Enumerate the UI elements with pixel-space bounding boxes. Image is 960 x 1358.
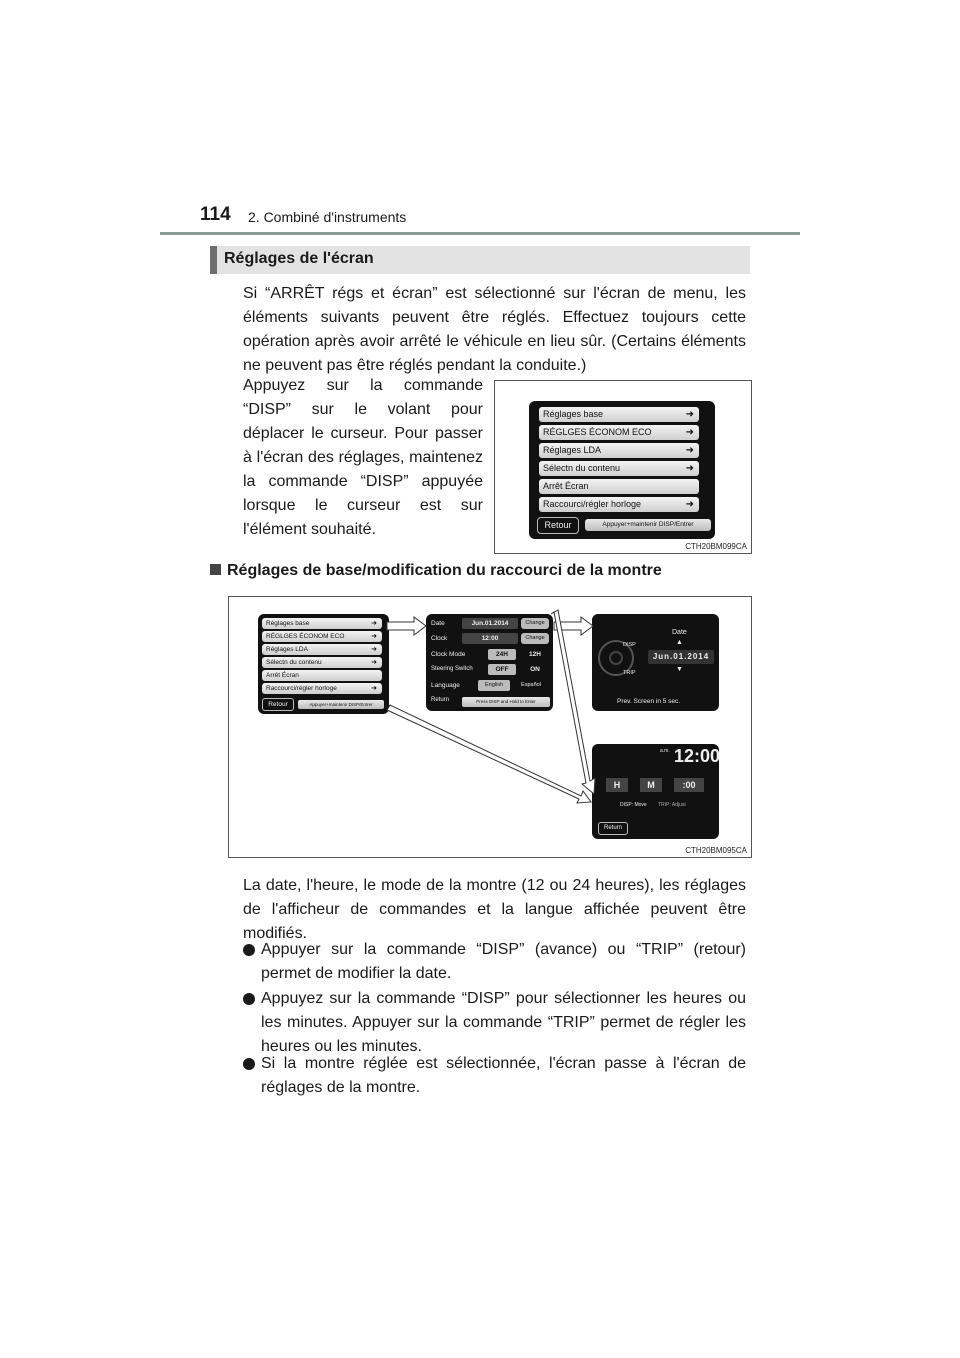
intro-paragraph: Si “ARRÊT régs et écran” est sélectionné sur l'écran de menu, les éléments suivants peuvent être réglés. Effectuez toujours cette opération après avoir arrêté le véhicule en lieu sûr. (Certains éléments ne peuvent pas être réglés pendant la conduite.) xyxy=(243,285,746,374)
bullet-text: Si la montre réglée est sélectionnée, l'écran passe à l'écran de réglages de la montre. xyxy=(261,1055,746,1096)
menu-item xyxy=(539,425,699,440)
settings-row-alt: ON xyxy=(530,666,540,673)
header-divider xyxy=(160,232,800,235)
menu-item-label: Raccourci/régler horloge xyxy=(266,685,337,692)
menu-item-label: Sélectn du contenu xyxy=(543,463,621,473)
arrow-right-icon: ➜ xyxy=(685,427,694,438)
figure-caption: CTH20BM095CA xyxy=(685,846,747,855)
arrow-right-icon: ➜ xyxy=(371,685,377,692)
return-button: Return xyxy=(431,697,450,703)
menu-screen-figure xyxy=(494,380,752,554)
hint-bar: Appuyer+maintenir DISP/Entrer xyxy=(585,519,711,531)
hour-field: H xyxy=(606,778,628,792)
clock-time: 12:00 xyxy=(674,746,721,766)
settings-row-value: English xyxy=(478,680,510,691)
menu-item xyxy=(539,497,699,512)
bullet-item xyxy=(243,1052,746,1100)
menu-item-label: Réglages LDA xyxy=(543,445,602,455)
seconds-field: :00 xyxy=(674,778,704,792)
settings-row-label: Steering Switch xyxy=(431,666,473,672)
description-paragraph: La date, l'heure, le mode de la montre (12 ou 24 heures), les réglages de l'afficheur de commandes et la langue affichée peuvent être modifiés. xyxy=(243,877,746,942)
arrow-right-icon: ➜ xyxy=(685,499,694,510)
bullet-item xyxy=(243,938,746,986)
settings-flow-figure xyxy=(228,596,752,858)
arrow-diagonal-icon xyxy=(387,705,591,803)
trip-label: TRIP xyxy=(623,670,636,676)
menu-item-label: Raccourci/régler horloge xyxy=(543,499,642,509)
menu-item-label: Réglages base xyxy=(266,620,310,627)
subsection-heading xyxy=(210,562,662,580)
page-number: 114 xyxy=(200,204,231,225)
settings-row-label: Clock xyxy=(431,635,448,642)
subsection-heading-text: Réglages de base/modification du raccourci de la montre xyxy=(227,562,662,579)
bullet-dot-icon xyxy=(243,944,255,956)
settings-row-alt: Español xyxy=(521,682,541,688)
menu-item-label: Réglages base xyxy=(543,409,604,419)
settings-row-label: Date xyxy=(431,620,445,627)
section-heading-bar xyxy=(210,246,217,274)
arrow-right-icon: ➜ xyxy=(371,633,377,640)
flow-arrows xyxy=(229,597,751,857)
disp-label: DISP xyxy=(623,642,636,648)
menu-item xyxy=(539,443,699,458)
section-heading xyxy=(210,246,750,274)
instruction-paragraph: Appuyez sur la commande “DISP” sur le volant pour déplacer le curseur. Pour passer à l'écran des réglages, maintenez la commande “DISP” appuyée lorsque le curseur est sur l'élément souhaité. xyxy=(243,377,483,538)
settings-row-value: Jun.01.2014 xyxy=(462,618,518,629)
arrow-right-icon xyxy=(387,617,426,635)
figure-caption: CTH20BM099CA xyxy=(685,542,747,551)
trip-label: TRIP xyxy=(658,802,670,808)
date-title: Date xyxy=(672,629,687,636)
settings-row-alt: 12H xyxy=(529,651,541,658)
ampm-label: a.m. xyxy=(660,748,670,754)
menu-screen xyxy=(529,401,715,539)
trip-action: : Adjust xyxy=(669,802,686,808)
prev-screen-notice: Prev. Screen in 5 sec. xyxy=(617,698,681,705)
menu-item-label: Arrêt Écran xyxy=(543,481,589,491)
settings-row-value: 24H xyxy=(488,649,516,660)
settings-row-label: Clock Mode xyxy=(431,651,466,658)
square-bullet-icon xyxy=(210,564,221,575)
menu-item-label: RÉGLGES ÉCONOM ECO xyxy=(266,633,345,640)
menu-item xyxy=(539,461,699,476)
arrow-right-icon: ➜ xyxy=(685,445,694,456)
settings-row-value: 12:00 xyxy=(462,633,518,644)
bullet-dot-icon xyxy=(243,1058,255,1070)
return-button: Retour xyxy=(262,698,294,711)
return-button: Return xyxy=(598,822,628,835)
change-button: Change xyxy=(521,633,549,644)
arrow-right-icon: ➜ xyxy=(371,620,377,627)
menu-item-label: RÉGLGES ÉCONOM ECO xyxy=(543,427,652,437)
disp-action: : Move xyxy=(631,802,647,808)
minute-field: M xyxy=(640,778,662,792)
arrow-down-icon: ▼ xyxy=(676,666,683,673)
chapter-title: 2. Combiné d'instruments xyxy=(248,209,407,225)
bullet-text: Appuyez sur la commande “DISP” pour sélectionner les heures ou les minutes. Appuyer sur la commande “TRIP” permet de régler les heures ou les minutes. xyxy=(261,990,746,1055)
section-heading-text: Réglages de l'écran xyxy=(224,250,374,267)
arrow-right-icon: ➜ xyxy=(371,646,377,653)
bullet-item xyxy=(243,987,746,1059)
hint-bar: Press DISP and Hold to Enter xyxy=(462,697,550,707)
arrow-right-icon: ➜ xyxy=(371,659,377,666)
disp-label: DISP xyxy=(620,802,632,808)
date-value: Jun.01.2014 xyxy=(648,650,714,664)
menu-item-label: Sélectn du contenu xyxy=(266,659,322,666)
arrow-diagonal-icon xyxy=(551,610,595,794)
settings-row-label: Language xyxy=(431,682,460,689)
menu-item-label: Réglages LDA xyxy=(266,646,308,653)
arrow-right-icon: ➜ xyxy=(685,409,694,420)
hint-bar: Appuyer+maintenir DISP/Entrer xyxy=(298,700,384,709)
arrow-up-icon: ▲ xyxy=(676,639,683,646)
bullet-dot-icon xyxy=(243,993,255,1005)
return-button: Retour xyxy=(537,517,579,534)
arrow-right-icon: ➜ xyxy=(685,463,694,474)
settings-row-value: OFF xyxy=(488,664,516,675)
menu-item-label: Arrêt Écran xyxy=(266,672,299,679)
change-button: Change xyxy=(521,618,549,629)
menu-item xyxy=(539,479,699,494)
bullet-text: Appuyer sur la commande “DISP” (avance) ou “TRIP” (retour) permet de modifier la date. xyxy=(261,941,746,982)
menu-item xyxy=(539,407,699,422)
